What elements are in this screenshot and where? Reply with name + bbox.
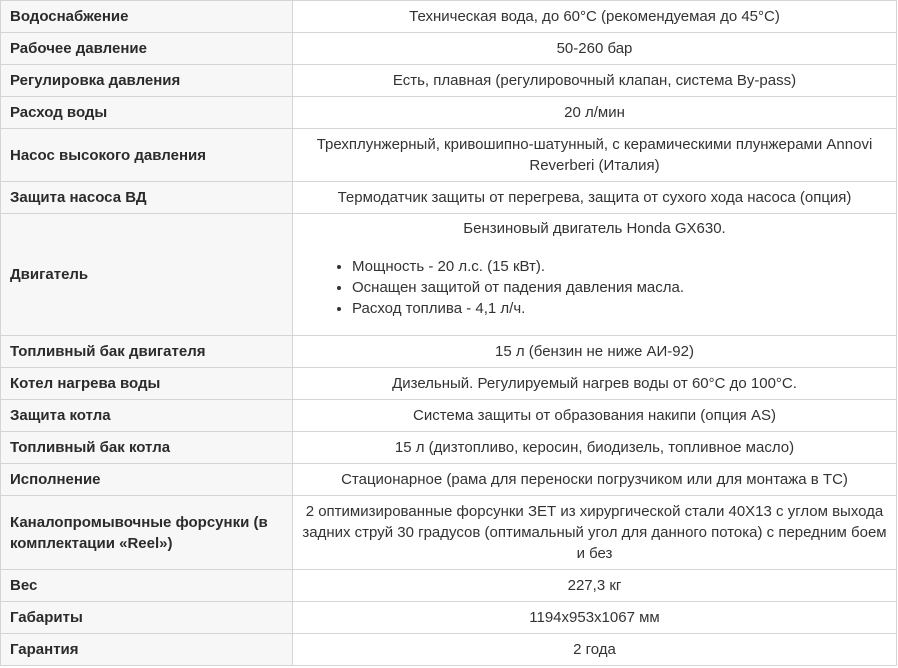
table-row [1, 496, 897, 570]
row-value: Трехплунжерный, кривошипно-шатунный, с керамическими плунжерами Annovi Reverberi (Италия) [293, 129, 897, 182]
list-item: • Расход топлива - 4,1 л/ч. [352, 298, 887, 319]
table-row [1, 400, 897, 432]
table-row [1, 65, 897, 97]
row-value: Термодатчик защиты от перегрева, защита от сухого хода насоса (опция) [293, 182, 897, 214]
row-label: Защита котла [1, 400, 293, 432]
row-label: Регулировка давления [1, 65, 293, 97]
row-label: Гарантия [1, 634, 293, 666]
row-label: Защита насоса ВД [1, 182, 293, 214]
row-label: Насос высокого давления [1, 129, 293, 182]
row-label: Габариты [1, 602, 293, 634]
table-row [1, 97, 897, 129]
table-row-engine [1, 214, 897, 336]
row-label: Двигатель [1, 214, 293, 336]
engine-heading: Бензиновый двигатель Honda GX630. [463, 220, 726, 237]
row-label: Исполнение [1, 464, 293, 496]
row-label: Каналопромывочные форсунки (в комплектации «Reel») [1, 496, 293, 570]
table-row [1, 336, 897, 368]
table-row [1, 129, 897, 182]
row-label: Водоснабжение [1, 1, 293, 33]
list-item: • Оснащен защитой от падения давления масла. [352, 277, 887, 298]
row-value [293, 214, 897, 336]
table-row [1, 602, 897, 634]
table-row [1, 432, 897, 464]
row-label: Вес [1, 570, 293, 602]
table-row [1, 33, 897, 65]
row-value: Стационарное (рама для переноски погрузчиком или для монтажа в ТС) [293, 464, 897, 496]
row-value: 2 года [293, 634, 897, 666]
row-value: 50-260 бар [293, 33, 897, 65]
table-row [1, 634, 897, 666]
table-row [1, 570, 897, 602]
row-label: Топливный бак двигателя [1, 336, 293, 368]
row-label: Расход воды [1, 97, 293, 129]
row-value: 1194x953x1067 мм [293, 602, 897, 634]
row-value: 2 оптимизированные форсунки ЗЕТ из хирургической стали 40Х13 с углом выхода задних струй 30 градусов (оптимальный угол для данного потока) с передним боем и без [293, 496, 897, 570]
engine-spec-list [302, 256, 887, 319]
row-value: 15 л (дизтопливо, керосин, биодизель, топливное масло) [293, 432, 897, 464]
row-value: 227,3 кг [293, 570, 897, 602]
row-value: 20 л/мин [293, 97, 897, 129]
list-item: • Мощность - 20 л.с. (15 кВт). [352, 256, 887, 277]
row-value: Дизельный. Регулируемый нагрев воды от 60°C до 100°C. [293, 368, 897, 400]
table-row [1, 368, 897, 400]
row-value: Есть, плавная (регулировочный клапан, система By-pass) [293, 65, 897, 97]
table-row [1, 1, 897, 33]
table-row [1, 182, 897, 214]
row-label: Топливный бак котла [1, 432, 293, 464]
row-value: Система защиты от образования накипи (опция AS) [293, 400, 897, 432]
row-value: Техническая вода, до 60°C (рекомендуемая до 45°C) [293, 1, 897, 33]
table-row [1, 464, 897, 496]
row-label: Рабочее давление [1, 33, 293, 65]
row-label: Котел нагрева воды [1, 368, 293, 400]
row-value: 15 л (бензин не ниже АИ-92) [293, 336, 897, 368]
